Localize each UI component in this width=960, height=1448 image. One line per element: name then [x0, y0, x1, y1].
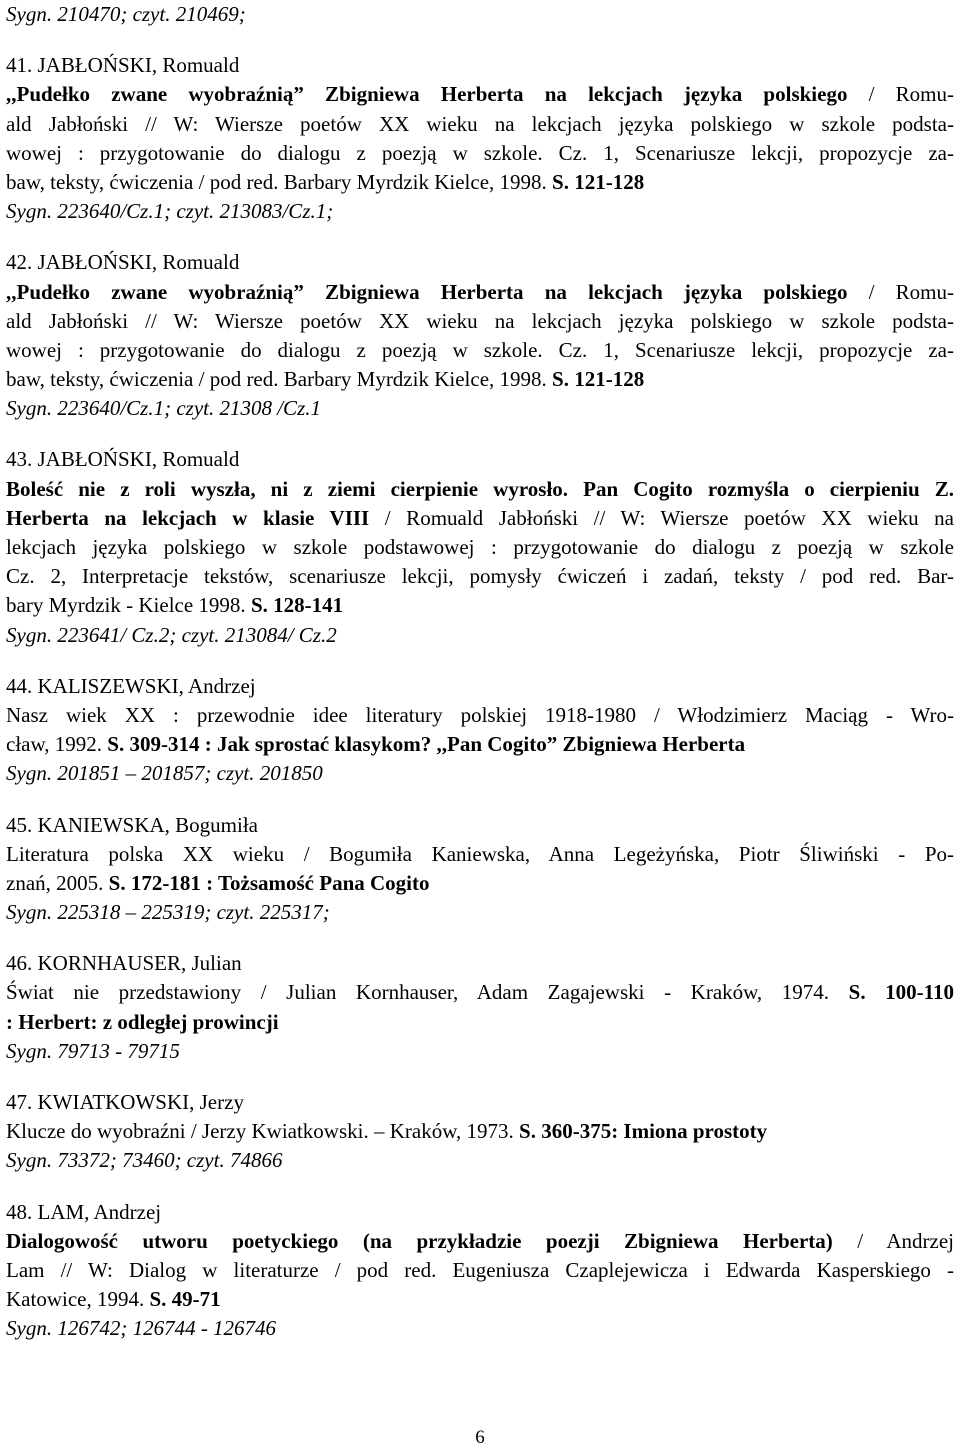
entry-text-line: lekcjach języka polskiego w szkole podstawowej : przygotowanie do dialogu z poezją w szkole — [6, 535, 954, 559]
entry-number: 48. — [6, 1199, 33, 1224]
entry-text-line — [6, 730, 954, 759]
entry-47 — [6, 1088, 954, 1176]
sygn-line: Sygn. 210470; czyt. 210469; — [6, 2, 246, 26]
sygn-line: Sygn. 73372; 73460; czyt. 74866 — [6, 1148, 283, 1173]
entry-number: 41. — [6, 53, 33, 78]
bibliography-page — [6, 0, 954, 1344]
entry-42 — [6, 248, 954, 423]
entry-text-line — [6, 591, 954, 620]
entry-heading — [6, 1088, 954, 1117]
sygn-line: Sygn. 126742; 126744 - 126746 — [6, 1316, 277, 1341]
entry-pages: S. 309-314 : Jak sprostać klasykom? ,,Pan Cogito” Zbigniewa Herberta — [107, 732, 746, 757]
entry-text-line: wowej : przygotowanie do dialogu z poezją w szkole. Cz. 1, Scenariusze lekcji, propozycje za- — [6, 337, 954, 362]
entry-pages: S. 172-181 : Tożsamość Pana Cogito — [108, 870, 430, 895]
entry-text: baw, teksty, ćwiczenia / pod red. Barbary Myrdzik Kielce, 1998. — [6, 169, 553, 194]
entry-41 — [6, 51, 954, 226]
entry-text: Świat nie przedstawiony / Julian Kornhauser, Adam Zagajewski - Kraków, 1974. — [6, 980, 849, 1005]
entry-number: 43. — [6, 447, 33, 472]
sygn-line: Sygn. 223641/ Cz.2; czyt. 213084/ Cz.2 — [6, 622, 337, 647]
entry-text: baw, teksty, ćwiczenia / pod red. Barbary Myrdzik Kielce, 1998. — [6, 367, 553, 392]
entry-43 — [6, 445, 954, 649]
entry-title: Boleść nie z roli wyszła, ni z ziemi cierpienie wyrosło. Pan Cogito rozmyśla o cierpieniu Z. — [6, 476, 954, 501]
entry-author: KALISZEWSKI, Andrzej — [37, 673, 256, 698]
entry-heading — [6, 811, 954, 840]
entry-text: znań, 2005. — [6, 870, 109, 895]
entry-heading — [6, 1198, 954, 1227]
entry-pages: S. 128-141 — [250, 593, 344, 618]
entry-number: 42. — [6, 250, 33, 275]
entry-title: ,,Pudełko zwane wyobraźnią” Zbigniewa Herberta na lekcjach języka polskiego — [6, 82, 848, 107]
entry-heading — [6, 248, 954, 277]
entry-text-line — [6, 504, 954, 533]
entry-text-line: ald Jabłoński // W: Wiersze poetów XX wieku na lekcjach języka polskiego w szkole podsta- — [6, 308, 954, 333]
entry-44 — [6, 672, 954, 789]
entry-title: Dialogowość utworu poetyckiego (na przykładzie poezji Zbigniewa Herberta) — [6, 1228, 833, 1253]
entry-text: / Romu- — [847, 279, 955, 304]
entry-text-line — [6, 978, 954, 1007]
entry-text-line — [6, 80, 954, 109]
entry-pages: S. 100-110 — [848, 980, 955, 1005]
entry-text-line: ald Jabłoński // W: Wiersze poetów XX wieku na lekcjach języka polskiego w szkole podsta- — [6, 111, 954, 136]
entry-text: Katowice, 1994. — [6, 1287, 150, 1312]
entry-45 — [6, 811, 954, 928]
entry-pages: S. 49-71 — [149, 1287, 221, 1312]
entry-text: / Romu- — [847, 82, 955, 107]
entry-text-line: Literatura polska XX wieku / Bogumiła Kaniewska, Anna Legeżyńska, Piotr Śliwiński - Po- — [6, 841, 954, 866]
entry-text-line — [6, 1227, 954, 1256]
sygn-line: Sygn. 225318 – 225319; czyt. 225317; — [6, 900, 330, 925]
entry-chapter: : Herbert: z odległej prowincji — [6, 1009, 279, 1034]
entry-text: bary Myrdzik - Kielce 1998. — [6, 593, 251, 618]
entry-text: cław, 1992. — [6, 732, 108, 757]
entry-text-line: Lam // W: Dialog w literaturze / pod red. Eugeniusza Czaplejewicza i Edwarda Kasperskiego - — [6, 1257, 954, 1282]
entry-author: JABŁOŃSKI, Romuald — [37, 53, 240, 78]
entry-text-line — [6, 168, 954, 197]
entry-heading — [6, 672, 954, 701]
sygn-line: Sygn. 79713 - 79715 — [6, 1038, 180, 1063]
entry-title: ,,Pudełko zwane wyobraźnią” Zbigniewa Herberta na lekcjach języka polskiego — [6, 279, 848, 304]
entry-number: 46. — [6, 951, 33, 976]
sygn-line: Sygn. 223640/Cz.1; czyt. 21308 /Cz.1 — [6, 396, 321, 421]
entry-author: LAM, Andrzej — [37, 1199, 162, 1224]
entry-text: / Romuald Jabłoński // W: Wiersze poetów XX wieku na — [369, 505, 955, 530]
entry-text-line — [6, 1117, 954, 1146]
entry-46 — [6, 949, 954, 1066]
entry-heading — [6, 949, 954, 978]
entry-text: / Andrzej — [832, 1228, 955, 1253]
entry-author: KORNHAUSER, Julian — [37, 951, 242, 976]
entry-text-line — [6, 1285, 954, 1314]
entry-title: Herberta na lekcjach w klasie VIII — [6, 505, 370, 530]
entry-author: JABŁOŃSKI, Romuald — [37, 447, 240, 472]
entry-pages: S. 121-128 — [552, 367, 645, 392]
entry-text-line — [6, 869, 954, 898]
entry-48 — [6, 1198, 954, 1344]
entry-text-line — [6, 278, 954, 307]
entry-heading — [6, 51, 954, 80]
entry-text-line: Nasz wiek XX : przewodnie idee literatury polskiej 1918-1980 / Włodzimierz Maciąg - Wro- — [6, 702, 954, 727]
entry-author: JABŁOŃSKI, Romuald — [37, 250, 240, 275]
entry-author: KANIEWSKA, Bogumiła — [37, 812, 258, 837]
sygn-line: Sygn. 201851 – 201857; czyt. 201850 — [6, 761, 323, 786]
entry-pages: S. 121-128 — [552, 169, 645, 194]
entry-number: 47. — [6, 1090, 33, 1114]
entry-text: Klucze do wyobraźni / Jerzy Kwiatkowski. – Kraków, 1973. — [6, 1119, 520, 1144]
entry-heading — [6, 445, 954, 474]
sygn-line: Sygn. 223640/Cz.1; czyt. 213083/Cz.1; — [6, 199, 334, 224]
entry-number: 45. — [6, 812, 33, 837]
page-number: 6 — [475, 1427, 485, 1448]
entry-text-line: wowej : przygotowanie do dialogu z poezją w szkole. Cz. 1, Scenariusze lekcji, propozycje za- — [6, 140, 954, 165]
entry-text-line — [6, 365, 954, 394]
entry-pages: S. 360-375: Imiona prostoty — [519, 1119, 768, 1144]
entry-text-line: Cz. 2, Interpretacje tekstów, scenariusze lekcji, pomysły ćwiczeń i zadań, teksty / pod red. Bar- — [6, 564, 954, 589]
entry-number: 44. — [6, 673, 33, 698]
entry-author: KWIATKOWSKI, Jerzy — [37, 1090, 244, 1114]
